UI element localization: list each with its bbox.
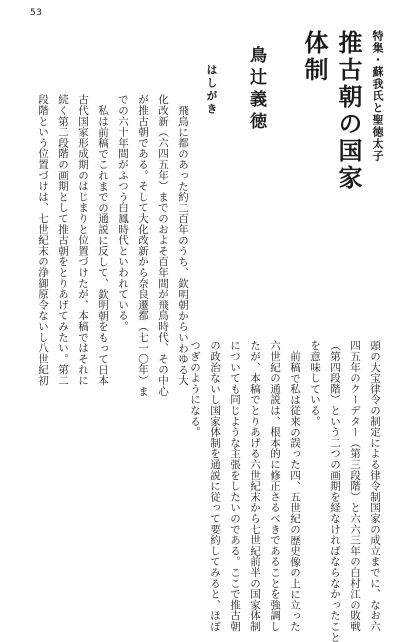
body-line: 四五年のクーデター（第三段階）と六六三年の白村江の敗戦	[349, 340, 361, 632]
body-line: が推古朝である。そして大化改新から奈良遷都（七一〇年）ま	[137, 94, 149, 397]
body-line: 段階という位置づけは、七世紀末の浄御原令ないし八世紀初	[37, 94, 49, 386]
body-line: 六世紀の通説は、根本的に修正さるべきであることを強調し	[269, 340, 281, 632]
article-title: 推古朝の国家体制	[300, 30, 363, 192]
body-line: 前稿で私は従来の誤った四、五世紀の歴史像の上に立った	[289, 350, 301, 632]
body-text-upper	[33, 94, 193, 397]
body-line: 飛鳥に都のあった約二百年のうち、欽明朝からいわゆる大	[177, 104, 189, 386]
body-line: 頭の大宝律令の制定による律令制国家の成立までに、なお六	[369, 340, 381, 632]
series-label: 特集・蘇我氏と聖徳太子	[371, 30, 384, 162]
body-line: たが、本稿でとりあげる六世紀末から七世紀前半の国家体制	[249, 340, 261, 632]
body-line: 私は前稿でこれまでの通説に反して、欽明朝をもって日本	[97, 104, 109, 386]
body-text-lower	[185, 340, 385, 642]
body-line: の政治ないし国家体制を通説に従って要約してみると、ほぼ	[209, 340, 221, 632]
body-line: についても同じような主張をしたいのである。ここで推古朝	[229, 340, 241, 632]
body-line: を意味している。	[309, 340, 321, 427]
author-name: 鳥辻義徳	[246, 46, 266, 134]
body-line: での六十年間がふつう白鳳時代といわれている。	[117, 94, 129, 332]
body-line: 古代国家形成期のはじまりと位置づけたが、本稿ではそれに	[77, 94, 89, 386]
page-number: 53	[30, 8, 43, 18]
body-line: （第四段階）という二つの画期を経なければならなかったこと	[329, 340, 341, 642]
body-line: つぎのようになる。	[189, 340, 201, 438]
body-line: 続く第二段階の画期として推古朝をとりあげてみたい。第二	[57, 94, 69, 386]
section-heading: はしがき	[205, 64, 218, 116]
body-line: 化改新（六四五年）までのおよそ百年間が飛鳥時代、その中心	[157, 94, 169, 397]
